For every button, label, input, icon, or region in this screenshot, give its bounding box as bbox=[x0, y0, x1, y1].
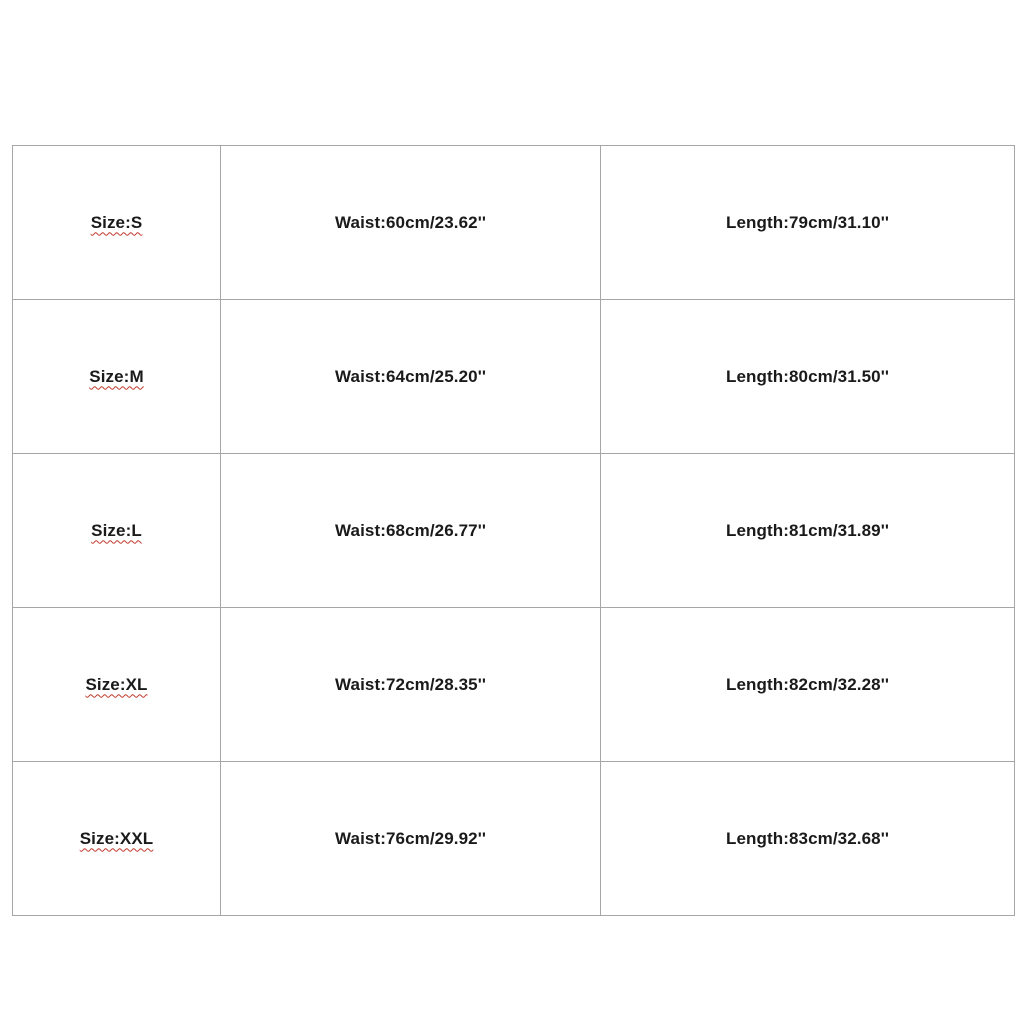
length-cell: Length:83cm/32.68'' bbox=[601, 762, 1015, 916]
size-label: Size:L bbox=[91, 520, 142, 540]
length-cell: Length:81cm/31.89'' bbox=[601, 454, 1015, 608]
waist-cell: Waist:72cm/28.35'' bbox=[221, 608, 601, 762]
size-cell bbox=[13, 454, 221, 608]
length-cell: Length:82cm/32.28'' bbox=[601, 608, 1015, 762]
size-label: Size:XXL bbox=[79, 828, 154, 848]
waist-cell: Waist:68cm/26.77'' bbox=[221, 454, 601, 608]
size-label: Size:XL bbox=[85, 674, 148, 694]
waist-cell: Waist:76cm/29.92'' bbox=[221, 762, 601, 916]
size-cell bbox=[13, 608, 221, 762]
waist-cell: Waist:64cm/25.20'' bbox=[221, 300, 601, 454]
size-label: Size:S bbox=[90, 212, 143, 232]
length-cell: Length:80cm/31.50'' bbox=[601, 300, 1015, 454]
length-cell: Length:79cm/31.10'' bbox=[601, 146, 1015, 300]
table-row bbox=[13, 300, 1015, 454]
size-label: Size:M bbox=[89, 366, 144, 386]
table-row bbox=[13, 608, 1015, 762]
size-cell bbox=[13, 146, 221, 300]
waist-cell: Waist:60cm/23.62'' bbox=[221, 146, 601, 300]
table-row bbox=[13, 146, 1015, 300]
table-row bbox=[13, 762, 1015, 916]
size-cell bbox=[13, 300, 221, 454]
table-row bbox=[13, 454, 1015, 608]
size-cell bbox=[13, 762, 221, 916]
size-chart-table bbox=[12, 145, 1015, 916]
